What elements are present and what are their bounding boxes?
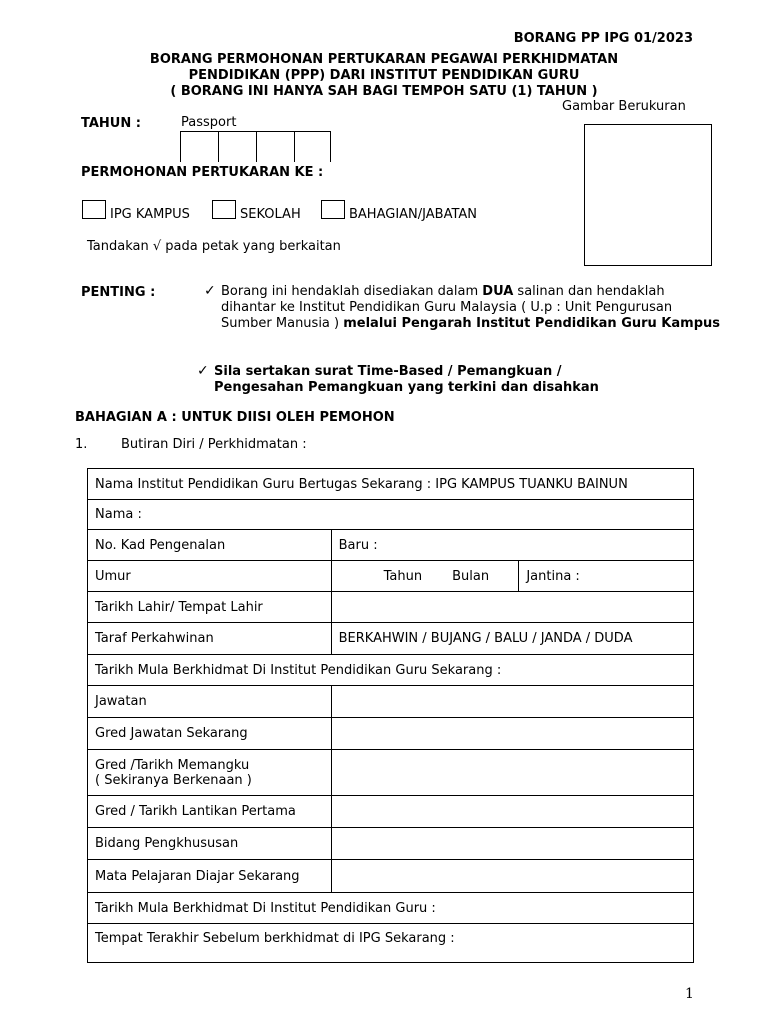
umur-cell[interactable]	[331, 561, 519, 592]
section-a-title: BAHAGIAN A : UNTUK DIISI OLEH PEMOHON	[75, 410, 395, 425]
table-row	[88, 623, 694, 655]
option-sekolah: SEKOLAH	[240, 207, 301, 222]
option-ipg-kampus: IPG KAMPUS	[110, 207, 190, 222]
checkbox-sekolah[interactable]	[212, 200, 236, 219]
personal-details-table	[87, 468, 694, 963]
table-row	[88, 718, 694, 750]
checkmark-icon: ✓	[197, 363, 209, 379]
umur-label: Umur	[88, 561, 332, 592]
gred-lantikan-cell[interactable]	[331, 796, 693, 828]
tick-instruction: Tandakan √ pada petak yang berkaitan	[87, 239, 341, 254]
gred-memangku-label: Gred /Tarikh Memangku ( Sekiranya Berkenaan )	[88, 750, 332, 796]
tempat-terakhir-cell[interactable]: Tempat Terakhir Sebelum berkhidmat di IPG Sekarang :	[88, 924, 694, 963]
ic-label: No. Kad Pengenalan	[88, 530, 332, 561]
checkmark-icon: ✓	[204, 283, 216, 299]
title-line-1: BORANG PERMOHONAN PERTUKARAN PEGAWAI PERKHIDMATAN	[149, 52, 619, 67]
mata-pelajaran-cell[interactable]	[331, 860, 693, 893]
tahun-input-boxes[interactable]	[180, 131, 331, 162]
title-line-2: PENDIDIKAN (PPP) DARI INSTITUT PENDIDIKAN GURU	[188, 68, 580, 83]
mata-pelajaran-label: Mata Pelajaran Diajar Sekarang	[88, 860, 332, 893]
title-line-3: ( BORANG INI HANYA SAH BAGI TEMPOH SATU (1) TAHUN )	[170, 84, 598, 99]
table-row	[88, 592, 694, 623]
tahun-label: TAHUN :	[81, 116, 141, 131]
item-number: 1.	[75, 437, 88, 452]
table-row	[88, 924, 694, 963]
table-row	[88, 469, 694, 500]
option-bahagian-jabatan: BAHAGIAN/JABATAN	[349, 207, 478, 222]
form-code: BORANG PP IPG 01/2023	[513, 31, 693, 46]
table-row	[88, 828, 694, 860]
gred-jawatan-cell[interactable]	[331, 718, 693, 750]
jawatan-cell[interactable]	[331, 686, 693, 718]
checkbox-ipg-kampus[interactable]	[82, 200, 106, 219]
gred-lantikan-label: Gred / Tarikh Lantikan Pertama	[88, 796, 332, 828]
table-row	[88, 686, 694, 718]
umur-tahun-label: Tahun	[383, 568, 423, 584]
ic-baru-cell[interactable]: Baru :	[331, 530, 693, 561]
jawatan-label: Jawatan	[88, 686, 332, 718]
photo-box[interactable]	[584, 124, 712, 266]
taraf-perkahwinan-label: Taraf Perkahwinan	[88, 623, 332, 655]
table-row	[88, 750, 694, 796]
taraf-perkahwinan-options[interactable]: BERKAHWIN / BUJANG / BALU / JANDA / DUDA	[331, 623, 693, 655]
table-row	[88, 860, 694, 893]
table-row	[88, 655, 694, 686]
table-row	[88, 796, 694, 828]
item-label: Butiran Diri / Perkhidmatan :	[121, 437, 307, 452]
penting-note-2-line-1: Sila sertakan surat Time-Based / Pemangkuan /	[214, 364, 562, 379]
permohonan-label: PERMOHONAN PERTUKARAN KE :	[81, 165, 324, 180]
tarikh-mula-ipg-sekarang-cell[interactable]: Tarikh Mula Berkhidmat Di Institut Pendidikan Guru Sekarang :	[88, 655, 694, 686]
tarikh-mula-ipg-cell[interactable]: Tarikh Mula Berkhidmat Di Institut Pendidikan Guru :	[88, 893, 694, 924]
penting-note-2-line-2: Pengesahan Pemangkuan yang terkini dan disahkan	[214, 380, 599, 395]
page-number: 1	[685, 986, 694, 1002]
gred-memangku-cell[interactable]	[331, 750, 693, 796]
nama-cell[interactable]: Nama :	[88, 500, 694, 530]
gred-jawatan-label: Gred Jawatan Sekarang	[88, 718, 332, 750]
jantina-cell[interactable]: Jantina :	[519, 561, 694, 592]
umur-bulan-label: Bulan	[452, 568, 490, 584]
penting-label: PENTING :	[81, 285, 156, 300]
table-row	[88, 530, 694, 561]
penting-note-1: Borang ini hendaklah disediakan dalam DUA salinan dan hendaklah dihantar ke Institut Pendidikan Guru Malaysia ( U.p : Unit Pengurusan Sumber Manusia ) melalui Pengarah Institut Pendidikan Guru Kampus	[221, 284, 720, 331]
table-row	[88, 561, 694, 592]
photo-label: Gambar Berukuran	[562, 99, 686, 114]
tarikh-lahir-label: Tarikh Lahir/ Tempat Lahir	[88, 592, 332, 623]
photo-sublabel: Passport	[181, 115, 237, 130]
tarikh-lahir-cell[interactable]	[331, 592, 693, 623]
table-row	[88, 893, 694, 924]
table-row	[88, 500, 694, 530]
institute-name-cell[interactable]: Nama Institut Pendidikan Guru Bertugas Sekarang : IPG KAMPUS TUANKU BAINUN	[88, 469, 694, 500]
bidang-cell[interactable]	[331, 828, 693, 860]
bidang-label: Bidang Pengkhususan	[88, 828, 332, 860]
checkbox-bahagian-jabatan[interactable]	[321, 200, 345, 219]
